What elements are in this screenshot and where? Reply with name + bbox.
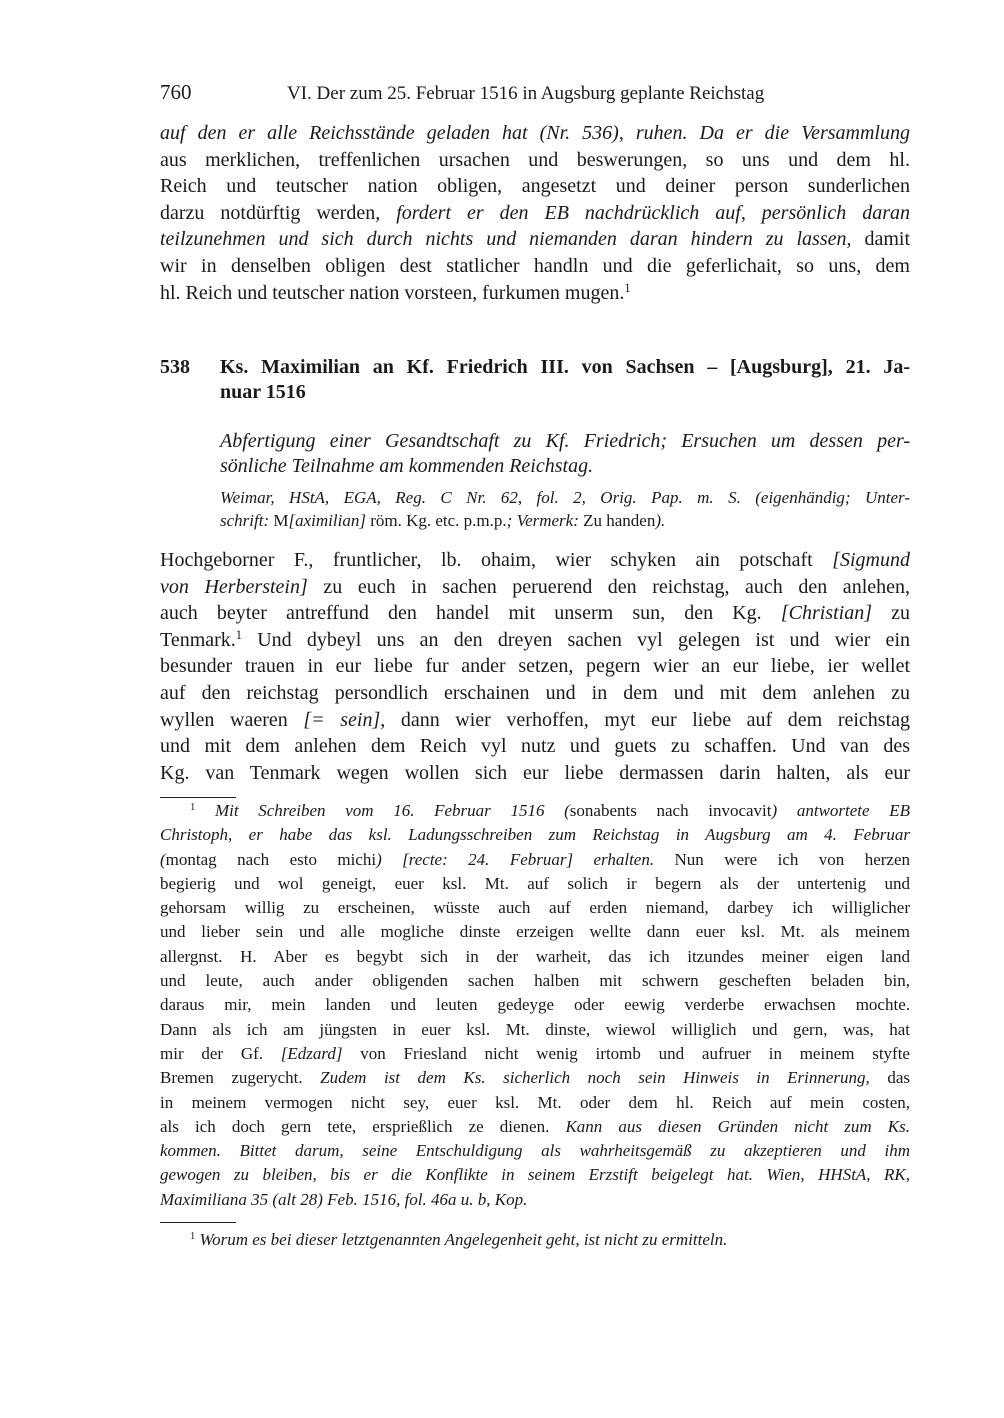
text-line [160, 200, 910, 227]
text-line [160, 1042, 910, 1066]
text-line [160, 707, 910, 734]
text-segment: zu [871, 602, 910, 625]
text-segment: Worum es bei dieser letztgenannten Angelegenheit geht, ist nicht zu ermitteln. [199, 1230, 728, 1249]
text-line [160, 1018, 910, 1042]
text-segment: ). [655, 511, 666, 530]
text-segment: auf den er alle Reichsstände geladen hat (Nr. 536), ruhen. Da er die Versammlung [160, 122, 910, 144]
text-segment: Nun were ich von herzen [654, 849, 911, 869]
text-line [160, 799, 910, 823]
text-segment: [Christian] [780, 602, 872, 625]
text-segment: sönliche Teilnahme am kommenden Reichstag. [220, 455, 594, 477]
text-segment: kommen. Bittet darum, seine Entschuldigung als wahrheitsgemäß zu akzeptieren und ihm [160, 1141, 910, 1161]
text-line [160, 600, 910, 627]
text-line [160, 920, 910, 944]
text-segment: und mit dem anlehen dem Reich vyl nutz und guets zu schaffen. Und van des [160, 735, 910, 758]
text-segment: von Herberstein] [160, 575, 308, 598]
text-segment: ) antwortete EB [771, 801, 910, 820]
text-segment: Weimar, HStA, EGA, Reg. C Nr. 62, fol. 2, Orig. Pap. m. S. (eigenhändig; Unter- [220, 488, 910, 507]
text-segment: montag nach esto michi [165, 849, 377, 869]
text-segment: sonabents nach invocavit [569, 801, 772, 820]
text-line [220, 486, 910, 509]
text-segment: gewogen zu bleiben, bis er die Konflikte in seinem Erzstift beigelegt hat. Wien, HHStA, RK, [160, 1165, 910, 1185]
text-segment: in meinem vermogen nicht sey, euer ksl. Mt. oder dem hl. Reich auf mein costen, [160, 1092, 910, 1112]
text-segment: Maximiliana 35 (alt 28) Feb. 1516, fol. 46a u. b, Kop. [160, 1189, 528, 1209]
text-line [160, 253, 910, 280]
text-line [160, 1066, 910, 1090]
footnote-marker: 1 [624, 280, 631, 295]
text-segment: Christoph, er habe das ksl. Ladungsschreiben zum Reichstag in Augsburg am 4. Februar [160, 825, 910, 845]
text-line [160, 969, 910, 993]
text-line [160, 848, 910, 872]
text-segment: auf den reichstag persondlich erschainen und in dem und mit dem anlehen zu [160, 681, 910, 704]
text-segment: röm. Kg. etc. p.m.p. [365, 511, 507, 530]
text-segment: Reich und teutscher nation obligen, angesetzt und deiner person sunderlichen [160, 175, 910, 198]
footnote-marker: 1 [235, 627, 242, 642]
text-line [160, 1091, 910, 1115]
text-segment: Hochgeborner F., fruntlicher, lb. ohaim, wier schyken ain potschaft [160, 549, 833, 571]
text-segment: Ks. Maximilian an Kf. Friedrich III. von Sachsen – [Augsburg], 21. Ja- [220, 356, 910, 378]
text-segment: allergnst. H. Aber es begybt sich in der warheit, das ich itzundes meiner eigen land [160, 946, 910, 966]
text-line [160, 760, 910, 787]
text-segment: damit [851, 228, 910, 251]
text-segment: teilzunehmen und sich durch nichts und niemanden daran hindern zu lassen, [160, 228, 852, 251]
text-segment: [Edzard] [280, 1043, 343, 1063]
text-segment: begierig und wol geneigt, euer ksl. Mt. auf solich ir begern als der untertenig und [160, 873, 910, 893]
text-line [160, 1163, 910, 1187]
text-segment: ) [recte: 24. Februar] erhalten. [376, 849, 655, 869]
document-abstract [220, 429, 910, 479]
footnote-marker: 1 [190, 802, 196, 814]
text-segment: ( [160, 849, 166, 869]
text-segment: und lieber sein und alle mogliche dinste erzeigen wellte dann euer ksl. Mt. als meinem [160, 922, 910, 942]
text-segment: [= sein] [303, 708, 381, 731]
text-line [160, 173, 910, 200]
text-segment: und leute, auch ander obligenden sachen halben mit schwern gescheften beladen bin, [160, 971, 910, 991]
text-line [160, 945, 910, 969]
text-line [160, 547, 910, 574]
text-line [160, 147, 910, 174]
text-line [160, 896, 910, 920]
text-segment: hl. Reich und teutscher nation vorsteen, furkumen mugen. [160, 281, 625, 304]
text-line [220, 380, 910, 405]
text-segment: besunder trauen in eur liebe fur ander setzen, pegern wier an eur liebe, ier wellet [160, 655, 910, 678]
text-segment: Vermerk: [516, 511, 579, 530]
text-segment: Zu handen [578, 511, 656, 530]
text-segment: gehorsam willig zu erscheinen, wüsste auch auf erden niemand, darbey ich williglicher [160, 898, 910, 918]
text-segment [195, 801, 215, 820]
text-segment: mir der Gf. [160, 1043, 281, 1063]
document-source [220, 486, 910, 532]
text-segment: ; [506, 511, 513, 530]
text-segment: Mit Schreiben vom 16. Februar 1516 ( [214, 801, 570, 820]
footnote-rule-2 [160, 1222, 236, 1223]
text-segment: von Friesland nicht wenig irtomb und aufruer in meinem styfte [342, 1043, 910, 1063]
text-segment: [aximilian] [288, 511, 366, 530]
text-segment: auch beyter antreffund den handel mit unserm sun, den Kg. [160, 602, 781, 625]
text-segment: Kg. van Tenmark wegen wollen sich eur liebe dermassen darin halten, als eur [160, 761, 910, 784]
text-line [160, 627, 910, 654]
text-line [160, 653, 910, 680]
text-line [160, 574, 910, 601]
text-segment: aus merklichen, treffenlichen ursachen und beswerungen, so uns und dem hl. [160, 148, 910, 171]
text-segment: das [869, 1068, 910, 1088]
text-segment: Tenmark. [160, 628, 236, 651]
text-line [220, 429, 910, 454]
text-segment: Und dybeyl uns an den dreyen sachen vyl gelegen ist und wier ein [242, 628, 910, 651]
text-segment: Zudem ist dem Ks. sicherlich noch sein Hinweis in Erinnerung, [320, 1068, 870, 1088]
text-segment: daraus mir, mein landen und leuten gedeyge oder eewig verderbe erwachsen mochte. [160, 995, 910, 1015]
page-number: 760 [160, 80, 192, 104]
continuation-paragraph [160, 120, 910, 306]
text-line [160, 1228, 910, 1252]
document-text [160, 547, 910, 786]
text-segment: Abfertigung einer Gesandtschaft zu Kf. Friedrich; Ersuchen um dessen per- [220, 430, 910, 452]
running-head-title: VI. Der zum 25. Februar 1516 in Augsburg geplante Reichstag [287, 83, 765, 104]
footnote-2 [160, 1228, 910, 1252]
text-line [160, 1188, 910, 1212]
text-segment: Kann aus diesen Gründen nicht zum Ks. [565, 1116, 911, 1136]
text-line [160, 823, 910, 847]
text-segment: Bremen zugerycht. [160, 1068, 321, 1088]
text-line [220, 355, 910, 380]
text-segment: [Sigmund [832, 549, 910, 571]
text-line [160, 1115, 910, 1139]
text-line [160, 120, 910, 147]
document-title [220, 355, 910, 405]
text-segment: zu euch in sachen peruerend den reichstag, auch den anlehen, [307, 575, 910, 598]
text-segment: Dann als ich am jüngsten in euer ksl. Mt. dinste, wiewol williglich und gern, was, hat [160, 1019, 910, 1039]
document-number: 538 [160, 356, 190, 378]
text-segment: , dann wier verhoffen, myt eur liebe auf dem reichstag [380, 708, 911, 731]
text-segment: wyllen waeren [160, 708, 304, 731]
text-segment: als ich doch gern tete, ersprießlich ze dienen. [160, 1116, 566, 1136]
footnote-rule [160, 797, 236, 798]
text-line [220, 509, 910, 532]
footnote-1 [160, 799, 910, 1212]
text-line [160, 280, 910, 307]
text-segment: wir in denselben obligen dest statlicher handln und die geferlichait, so uns, dem [160, 254, 910, 277]
text-line [160, 1139, 910, 1163]
text-line [220, 454, 910, 479]
text-segment: , fordert er den EB nachdrücklich auf, persönlich daran [375, 201, 910, 224]
text-line [160, 226, 910, 253]
text-segment: schrift: [220, 511, 270, 530]
text-line [160, 680, 910, 707]
text-segment: nuar 1516 [220, 381, 306, 403]
text-line [160, 993, 910, 1017]
footnote-marker: 1 [190, 1231, 196, 1243]
text-segment: M [269, 511, 289, 530]
text-segment: darzu notdürftig werden [160, 201, 376, 224]
text-line [160, 872, 910, 896]
text-line [160, 733, 910, 760]
